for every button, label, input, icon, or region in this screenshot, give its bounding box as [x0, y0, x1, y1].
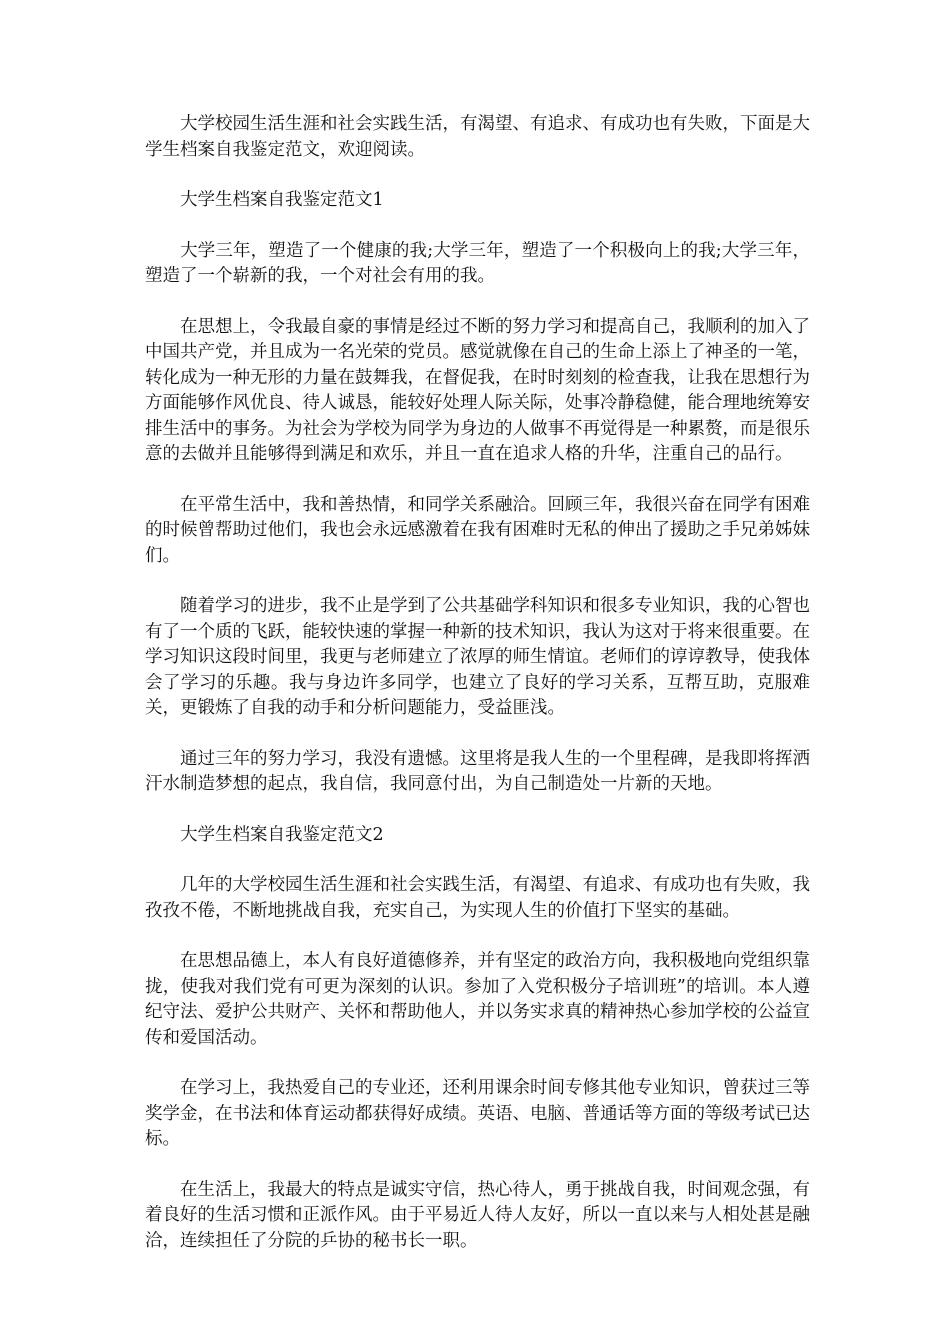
body-paragraph: 在学习上，我热爱自己的专业还，还利用课余时间专修其他专业知识，曾获过三等奖学金，在书法和体育运动都获得好成绩。英语、电脑、普通话等方面的等级考试已达标。 — [145, 1078, 810, 1149]
section-heading-1: 大学生档案自我鉴定范文1 — [180, 190, 384, 210]
body-paragraph: 在平常生活中，我和善热情，和同学关系融洽。回顾三年，我很兴奋在同学有困难的时候曾帮助过他们，我也会永远感激着在我有困难时无私的伸出了援助之手兄弟姊妹们。 — [145, 494, 810, 566]
intro-paragraph: 大学校园生活生涯和社会实践生活，有渴望、有追求、有成功也有失败，下面是大学生档案自我鉴定范文，欢迎阅读。 — [145, 114, 810, 160]
body-paragraph: 通过三年的努力学习，我没有遗憾。这里将是我人生的一个里程碑，是我即将挥洒汗水制造梦想的起点，我自信，我同意付出，为自己制造处一片新的天地。 — [145, 748, 810, 794]
document-body — [145, 112, 810, 1279]
body-paragraph: 在生活上，我最大的特点是诚实守信，热心待人，勇于挑战自我，时间观念强，有着良好的生活习惯和正派作风。由于平易近人待人友好，所以一直以来与人相处甚是融洽，连续担任了分院的乒协的秘书长一职。 — [145, 1179, 810, 1251]
body-paragraph: 在思想品德上，本人有良好道德修养，并有坚定的政治方向，我积极地向党组织靠拢，使我对我们党有可更为深刻的认识。参加了入党积极分子培训班”的培训。本人遵纪守法、爱护公共财产、关怀和帮助他人，并以务实求真的精神热心参加学校的公益宣传和爱国活动。 — [145, 951, 810, 1048]
body-paragraph: 大学三年，塑造了一个健康的我;大学三年，塑造了一个积极向上的我;大学三年，塑造了一个崭新的我，一个对社会有用的我。 — [145, 240, 810, 286]
body-paragraph: 随着学习的进步，我不止是学到了公共基础学科知识和很多专业知识，我的心智也有了一个质的飞跃，能较快速的掌握一种新的技术知识，我认为这对于将来很重要。在学习知识这段时间里，我更与老师建立了浓厚的师生情谊。老师们的谆谆教导，使我体会了学习的乐趣。我与身边许多同学，也建立了良好的学习关系，互帮互助，克服难关，更锻炼了自我的动手和分析问题能力，受益匪浅。 — [145, 596, 810, 718]
body-paragraph: 在思想上，令我最自豪的事情是经过不断的努力学习和提高自己，我顺利的加入了中国共产党，并且成为一名光荣的党员。感觉就像在自己的生命上添上了神圣的一笔，转化成为一种无形的力量在鼓舞我，在督促我，在时时刻刻的检查我，让我在思想行为方面能够作风优良、待人诚恳，能较好处理人际关际，处事冷静稳健，能合理地统筹安排生活中的事务。为社会为学校为同学为身边的人做事不再觉得是一种累赘，而是很乐意的去做并且能够得到满足和欢乐，并且一直在追求人格的升华，注重自己的品行。 — [145, 316, 810, 464]
body-paragraph: 几年的大学校园生活生涯和社会实践生活，有渴望、有追求、有成功也有失败，我孜孜不倦，不断地挑战自我，充实自己，为实现人生的价值打下坚实的基础。 — [145, 875, 810, 921]
section-heading-2: 大学生档案自我鉴定范文2 — [180, 824, 384, 845]
